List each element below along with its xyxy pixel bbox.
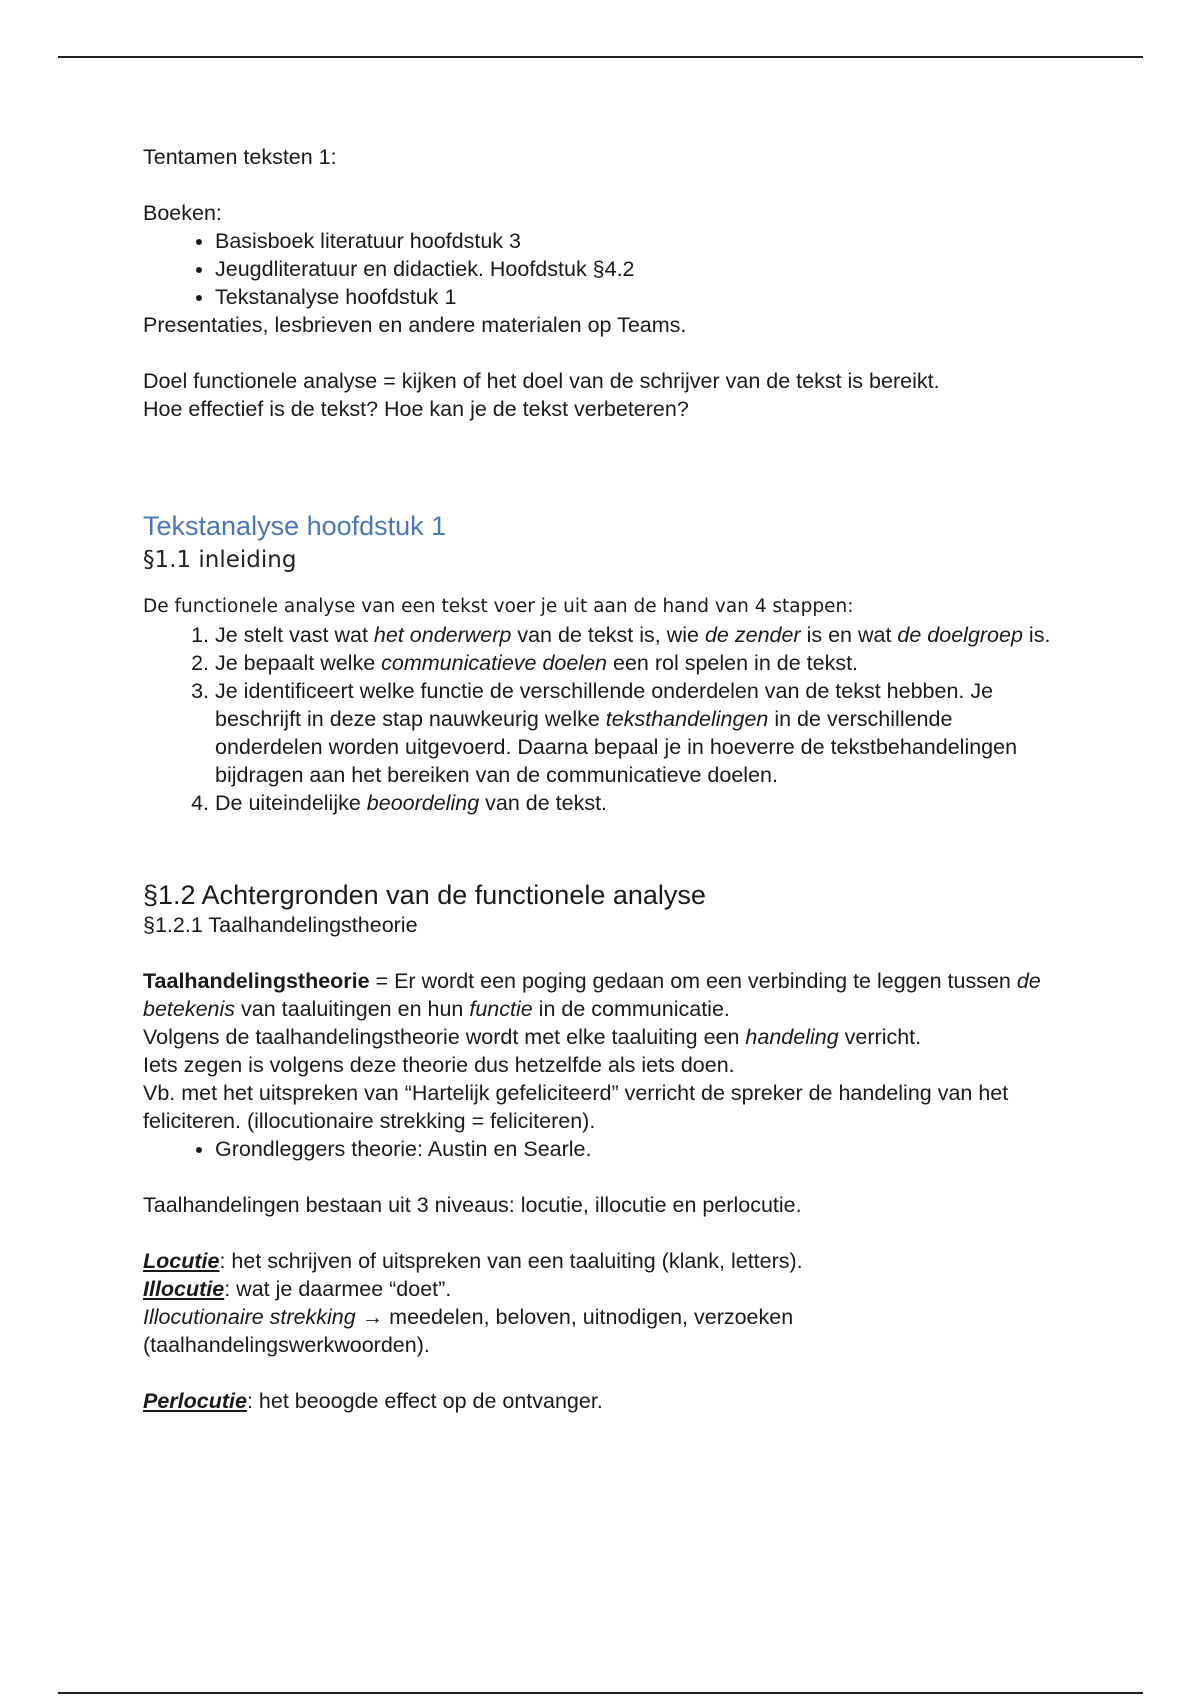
arrow-right-icon: → [355, 1305, 390, 1329]
strekking-definition: Illocutionaire strekking → meedelen, beloven, uitnodigen, verzoeken (taalhandelingswerkwoorden). [143, 1305, 794, 1357]
header-rule [58, 56, 1143, 58]
example-line: Vb. met het uitspreken van “Hartelijk gefeliciteerd” verricht de spreker de handeling van het feliciteren. (illocutionaire strekking = feliciteren). [143, 1081, 1009, 1133]
list-item: • Jeugdliteratuur en didactiek. Hoofdstuk §4.2 [215, 255, 1063, 283]
document-title: Tentamen teksten 1: [143, 145, 337, 169]
theory-line: Iets zegen is volgens deze theorie dus hetzelfde als iets doen. [143, 1053, 735, 1077]
illocutie-definition: Illocutie: wat je daarmee “doet”. [143, 1277, 452, 1301]
section-heading: §1.2 Achtergronden van de functionele analyse [143, 880, 706, 910]
levels-line: Taalhandelingen bestaan uit 3 niveaus: locutie, illocutie en perlocutie. [143, 1193, 802, 1217]
perlocutie-definition: Perlocutie: het beoogde effect op de ontvanger. [143, 1389, 603, 1413]
subsection-heading: §1.2.1 Taalhandelingstheorie [143, 913, 418, 937]
list-item: 3. Je identificeert welke functie de verschillende onderdelen van de tekst hebben. Je beschrijft in deze stap nauwkeurig welke teksthandelingen in de verschillende onderdelen worden uitgevoerd. Daarna bepaal je in hoeverre de tekstbehandelingen bijdragen aan het bereiken van de communicatieve doelen. [215, 677, 1063, 789]
list-item: • Tekstanalyse hoofdstuk 1 [215, 283, 1063, 311]
chapter-heading: Tekstanalyse hoofdstuk 1 [143, 511, 447, 541]
goal-question: Hoe effectief is de tekst? Hoe kan je de tekst verbeteren? [143, 397, 689, 421]
goal-line: Doel functionele analyse = kijken of het doel van de schrijver van de tekst is bereikt. [143, 369, 940, 393]
locutie-definition: Locutie: het schrijven of uitspreken van een taaluiting (klank, letters). [143, 1249, 803, 1273]
footer-rule [58, 1692, 1143, 1694]
list-item: • Grondleggers theorie: Austin en Searle. [215, 1135, 1063, 1163]
books-list [143, 227, 1063, 311]
document-body [143, 143, 1063, 1415]
definition-paragraph: Taalhandelingstheorie = Er wordt een poging gedaan om een verbinding te leggen tussen de betekenis van taaluitingen en hun functie in de communicatie. [143, 969, 1041, 1021]
list-item: 2. Je bepaalt welke communicatieve doelen een rol spelen in de tekst. [215, 649, 1063, 677]
steps-list [143, 621, 1063, 817]
materials-line: Presentaties, lesbrieven en andere materialen op Teams. [143, 313, 687, 337]
list-item: • Basisboek literatuur hoofdstuk 3 [215, 227, 1063, 255]
section-heading: §1.1 inleiding [143, 547, 297, 573]
list-item: 1. Je stelt vast wat het onderwerp van de tekst is, wie de zender is en wat de doelgroep is. [215, 621, 1063, 649]
steps-intro: De functionele analyse van een tekst voer je uit aan de hand van 4 stappen: [143, 596, 854, 617]
theory-line: Volgens de taalhandelingstheorie wordt met elke taaluiting een handeling verricht. [143, 1025, 922, 1049]
list-item: 4. De uiteindelijke beoordeling van de tekst. [215, 789, 1063, 817]
books-label: Boeken: [143, 201, 222, 225]
founders-list [143, 1135, 1063, 1163]
